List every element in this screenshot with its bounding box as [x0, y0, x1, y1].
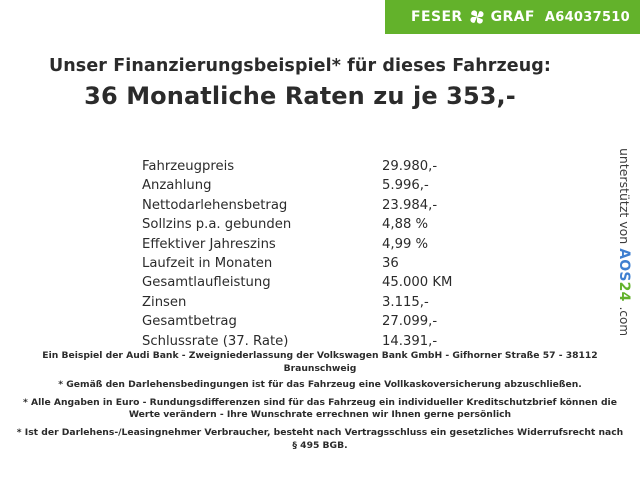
figure-label: Anzahlung: [142, 178, 212, 194]
table-row: [142, 332, 482, 351]
figure-label: Gesamtbetrag: [142, 314, 237, 330]
figure-label: Schlussrate (37. Rate): [142, 333, 289, 349]
figure-label: Zinsen: [142, 294, 187, 310]
table-row: [142, 157, 482, 176]
footnotes: [0, 350, 640, 456]
figure-label: Effektiver Jahreszins: [142, 236, 276, 252]
figure-value: 36: [382, 256, 399, 272]
aos-domain-suffix: .com: [617, 306, 631, 337]
table-row: [142, 254, 482, 273]
figure-label: Sollzins p.a. gebunden: [142, 217, 292, 233]
figure-value: 3.115,-: [382, 294, 429, 310]
four-leaf-clover-icon: [469, 9, 485, 25]
supported-by-sidebar: [614, 148, 638, 348]
table-row: [142, 312, 482, 331]
header-bar: [385, 0, 640, 34]
brand-name-feser: FESER: [411, 9, 463, 25]
vehicle-code: A64037510: [544, 9, 630, 25]
table-row: [142, 196, 482, 215]
brand-logo: [411, 9, 630, 25]
figure-label: Laufzeit in Monaten: [142, 256, 273, 272]
table-row: [142, 273, 482, 292]
figure-label: Gesamtlaufleistung: [142, 275, 271, 291]
title-line-2: 36 Monatliche Raten zu je 353,-: [84, 82, 516, 110]
aos-brand-text: AOS: [616, 248, 632, 282]
aos24-logo: [616, 248, 632, 306]
supported-by-label: unterstützt von: [617, 148, 632, 245]
figure-value: 29.980,-: [382, 159, 438, 174]
figure-value: 4,88 %: [382, 217, 429, 233]
figure-label: Fahrzeugpreis: [142, 159, 235, 174]
figure-label: Nettodarlehensbetrag: [142, 197, 288, 213]
figure-value: 45.000 KM: [382, 275, 453, 291]
figure-value: 4,99 %: [382, 236, 429, 252]
figure-value: 5.996,-: [382, 178, 429, 194]
table-row: [142, 215, 482, 234]
brand-name-graf: GRAF: [490, 9, 535, 25]
table-row: [142, 176, 482, 195]
footnote-currency: * Alle Angaben in Euro - Rundungsdifferenzen sind für das Fahrzeug ein individueller Kreditschutzbrief können die Werte verändern - Ihre Wunschrate errechnen wir Ihnen gerne persönlich: [23, 396, 617, 421]
figure-value: 27.099,-: [382, 314, 438, 330]
table-row: [142, 293, 482, 312]
footnote-withdrawal-right: * Ist der Darlehens-/Leasingnehmer Verbraucher, besteht nach Vertragsschluss ein gesetzliches Widerrufsrecht nach § 495 BGB.: [16, 426, 624, 451]
footnote-insurance: * Gemäß den Darlehensbedingungen ist für das Fahrzeug eine Vollkaskoversicherung abzuschließen.: [58, 379, 582, 391]
figure-value: 14.391,-: [382, 333, 438, 349]
title-line-1: Unser Finanzierungsbeispiel* für dieses Fahrzeug:: [48, 56, 552, 76]
financing-figures-table: [142, 157, 482, 351]
page-title: [0, 56, 600, 110]
figure-value: 23.984,-: [382, 197, 438, 213]
table-row: [142, 235, 482, 254]
footnote-bank-info: Ein Beispiel der Audi Bank - Zweigniederlassung der Volkswagen Bank GmbH - Gifhorner Straße 57 - 38112 Braunschweig: [42, 350, 598, 374]
aos-brand-number: 24: [616, 281, 632, 302]
